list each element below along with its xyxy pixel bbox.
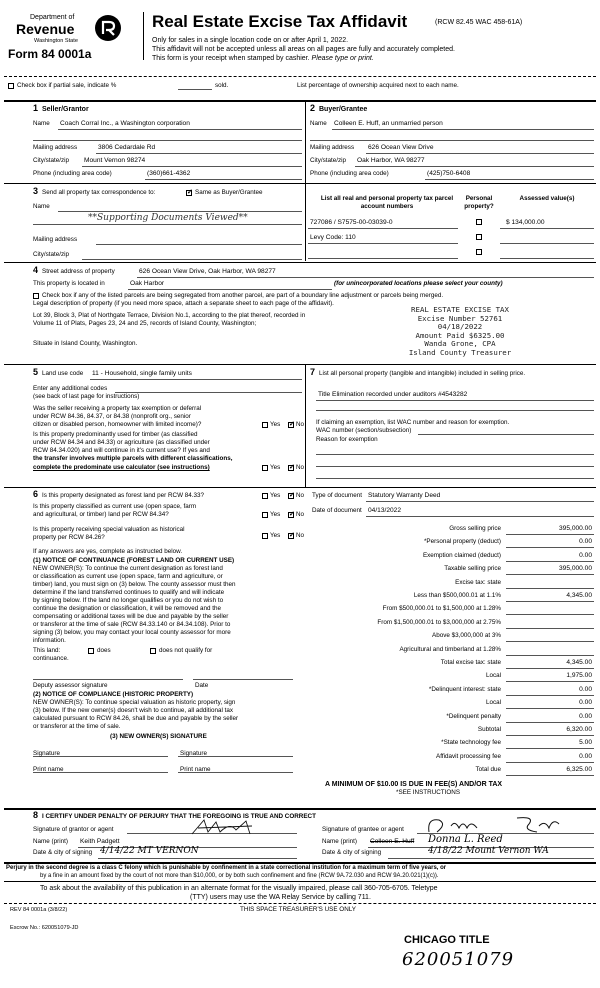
exemption-yes-checkbox[interactable]: [262, 422, 268, 428]
exemption-reason-field[interactable]: [316, 454, 594, 455]
parcel-col-header: List all real and personal property tax parcel account numbers: [320, 195, 454, 210]
timber-yes-label: Yes: [270, 464, 281, 471]
seller-name-label: Name: [33, 120, 50, 127]
tax-row-value[interactable]: 4,345.00: [566, 592, 592, 599]
buyer-name-field[interactable]: Colleen E. Huff, an unmarried person: [334, 120, 443, 127]
see-instructions-note: *SEE INSTRUCTIONS: [396, 789, 461, 796]
grantee-name-handwritten: Donna L. Reed: [428, 834, 503, 845]
grantor-name-label: Name (print): [33, 838, 68, 845]
tax-row: [310, 564, 596, 576]
street-label: Street address of property: [42, 268, 115, 275]
buyer-mail-field[interactable]: 626 Ocean View Drive: [368, 144, 434, 151]
tax-row-label: Total excise tax: state: [440, 659, 501, 666]
minimum-due-notice: A MINIMUM OF $10.00 IS DUE IN FEE(S) AND/OR TAX: [325, 781, 503, 788]
segregation-text: Check box if any of the listed parcels are being segregated from another parcel, are part of a boundary line adjustment or parcels being merged.: [42, 292, 444, 299]
personal-property-field[interactable]: Title Elimination recorded under auditors #4543282: [318, 391, 468, 398]
parcel-2-personal-checkbox[interactable]: [476, 234, 482, 240]
treasurer-receipt-stamp: [405, 306, 515, 358]
legal-line2: Volume 11 of Plats, Pages 23, 24 and 25, records of Island County, Washington;: [33, 320, 257, 327]
notice-continuance-line1: NEW OWNER(S): To continue the current designation as forest land: [33, 565, 223, 572]
tax-row: [310, 658, 596, 670]
tax-row-value[interactable]: 0.00: [579, 551, 592, 559]
doc-type-label: Type of document: [312, 492, 363, 499]
notice-compliance-line1: NEW OWNER(S): To continue special valuation as historic property, sign: [33, 699, 236, 706]
correspondence-city-label: City/state/zip: [33, 251, 70, 258]
header-line1: Only for sales in a single location code on or after April 1, 2022.: [152, 37, 349, 44]
landuse-label: Land use code: [42, 370, 84, 377]
tax-row-value[interactable]: 395,000.00: [558, 525, 592, 532]
new-owner-1-print-label: Print name: [33, 766, 64, 773]
timber-yes-checkbox[interactable]: [262, 465, 268, 471]
same-as-buyer-checkbox[interactable]: [186, 190, 192, 196]
notice-compliance-line4: or transferor at the time of sale.: [33, 723, 121, 730]
tax-row-label: Gross selling price: [449, 525, 501, 532]
header-line3a: This form is your receipt when stamped by cashier.: [152, 55, 310, 62]
tax-row-label: Subtotal: [477, 726, 501, 733]
section-8-number: 8: [33, 810, 39, 820]
located-field[interactable]: Oak Harbor: [130, 280, 165, 287]
forest-yes-checkbox[interactable]: [262, 493, 268, 499]
historic-question-line1: Is this property receiving special valuation as historical: [33, 526, 185, 533]
seller-mail-label: Mailing address: [33, 144, 78, 151]
header-line3b: Please type or print.: [311, 55, 374, 62]
notice-continuance-line6: continue the designation or classification, it will be removed and the: [33, 605, 221, 612]
section-1-number: 1: [33, 103, 39, 113]
correspondence-label: Send all property tax correspondence to:: [42, 189, 156, 196]
tax-row-label: From $500,000.01 to $1,500,000 at 1.28%: [382, 605, 501, 613]
deputy-date-label: Date: [195, 682, 209, 689]
section-3-number: 3: [33, 186, 39, 196]
located-note: (for unincorporated locations please select your county): [334, 280, 503, 287]
tax-row: [310, 765, 596, 777]
buyer-city-field[interactable]: Oak Harbor, WA 98277: [357, 157, 425, 164]
grantee-signature-label: Signature of grantee or agent: [322, 826, 404, 833]
receipt-line5: Wanda Grone, CPA: [424, 339, 496, 349]
deputy-date-field[interactable]: [193, 679, 293, 680]
tax-row: [310, 645, 596, 657]
parcel-2-value[interactable]: [500, 243, 594, 244]
form-title: Real Estate Excise Tax Affidavit: [152, 12, 408, 31]
buyer-mail-label: Mailing address: [310, 144, 355, 151]
forest-no-label: No: [296, 492, 305, 499]
grantor-date-field[interactable]: 4/14/22 MT VERNON: [100, 846, 199, 856]
legal-line3: Situate in Island County, Washington.: [33, 340, 138, 347]
notice-compliance-title: (2) NOTICE OF COMPLIANCE (HISTORIC PROPERTY): [33, 691, 194, 698]
tax-row-value[interactable]: 0.00: [579, 752, 592, 760]
exemption-question-line3: citizen or disabled person, homeowner with limited income)?: [33, 421, 202, 428]
tax-row: [310, 671, 596, 683]
tax-row-label: From $1,500,000.01 to $3,000,000 at 2.75%: [377, 618, 501, 626]
assessed-value-col-header: Assessed value(s): [519, 195, 575, 202]
tax-row-value[interactable]: 6,320.00: [566, 726, 592, 733]
tax-row-label: *State technology fee: [441, 739, 501, 747]
deputy-signature-label: Deputy assessor signature: [33, 682, 108, 689]
seller-name-field[interactable]: Coach Corral Inc., a Washington corporation: [60, 120, 190, 127]
tax-row-label: *Delinquent interest: state: [428, 685, 501, 693]
section-4-number: 4: [33, 265, 39, 275]
buyer-phone-label: Phone (including area code): [310, 170, 389, 177]
tax-row: [310, 752, 596, 764]
seller-heading: Seller/Grantor: [42, 106, 89, 113]
legal-label: Legal description of property (if you need more space, attach a separate sheet to each page of the affidavit).: [33, 300, 334, 307]
treasurer-use-label: THIS SPACE TREASURER'S USE ONLY: [240, 906, 356, 913]
escrow-number: Escrow No.: 620051079-JD: [10, 925, 79, 931]
new-owner-1-signature-label: Signature: [33, 750, 60, 757]
grantor-signature-label: Signature of grantor or agent: [33, 826, 114, 833]
receipt-line2: Excise Number 52761: [417, 313, 503, 323]
additional-codes-field[interactable]: [115, 392, 302, 393]
grantee-name-field[interactable]: Colleen E. Huff: [370, 838, 415, 845]
seller-city-field[interactable]: Mount Vernon 98274: [84, 157, 146, 164]
seller-phone-label: Phone (including area code): [33, 170, 112, 177]
tax-row: [310, 698, 596, 710]
supporting-docs-stamp: **Supporting Documents Viewed**: [88, 213, 248, 223]
tax-row-label: Local: [485, 699, 501, 707]
parcel-1-value[interactable]: $ 134,000.00: [506, 219, 545, 226]
timber-question-line3: RCW 84.34.020) and will continue in it's current use? If yes and: [33, 447, 210, 454]
tax-row-value[interactable]: 0.00: [579, 538, 592, 546]
street-field[interactable]: 626 Ocean View Drive, Oak Harbor, WA 98277: [139, 268, 276, 275]
grantor-date-label: Date & city of signing: [33, 849, 93, 856]
continuance-label: continuance.: [33, 655, 69, 662]
exemption-yes-label: Yes: [270, 421, 281, 428]
receipt-line4: Amount Paid $6325.00: [415, 330, 505, 340]
notice-continuance-line8: or transferor at the time of sale (RCW 84.33.140 or 84.34.108). Prior to: [33, 621, 231, 628]
dept-line1: Department of: [30, 14, 75, 21]
notice-compliance-line3: calculated pursuant to RCW 84.26, shall be due and payable by the seller: [33, 715, 239, 722]
header-line2: This affidavit will not be accepted unless all areas on all pages are fully and accurately completed.: [152, 46, 455, 53]
buyer-name-label: Name: [310, 120, 327, 127]
alternate-format-line2: (TTY) users may use the WA Relay Service by calling 711.: [190, 894, 371, 901]
tax-row-label: Above $3,000,000 at 3%: [432, 632, 501, 640]
notice-continuance-line5: by signing below. If the land no longer qualifies or you do not wish to: [33, 597, 224, 604]
tax-row-label: Excise tax: state: [455, 578, 501, 586]
dept-line3: Washington State: [34, 38, 78, 44]
parcel-3-number[interactable]: [308, 258, 458, 259]
grantee-date-label: Date & city of signing: [322, 849, 382, 856]
buyer-city-label: City/state/zip: [310, 157, 347, 164]
parcel-3-personal-checkbox[interactable]: [476, 249, 482, 255]
correspondence-mail-field[interactable]: [96, 244, 302, 245]
ownership-note: List percentage of ownership acquired next to each name.: [297, 82, 459, 89]
notice-continuance-line2: or classification as current use (open space, farm and agriculture, or: [33, 573, 223, 580]
notice-continuance-title: (1) NOTICE OF CONTINUANCE (FOREST LAND OR CURRENT USE): [33, 557, 235, 564]
tax-row-value[interactable]: 395,000.00: [558, 565, 592, 573]
deputy-signature-field[interactable]: [33, 679, 183, 680]
dept-line2: Revenue: [16, 21, 75, 37]
wac-instructions: If claiming an exemption, list WAC number and reason for exemption.: [316, 419, 510, 426]
forest-question: Is this property designated as forest land per RCW 84.33?: [42, 492, 205, 499]
section-2-number: 2: [310, 103, 316, 113]
grantee-signature-scribble: [425, 814, 565, 836]
tax-row: [310, 537, 596, 549]
correspondence-name-label: Name: [33, 203, 50, 210]
exemption-question-line2: under RCW 84.36, 84.37, or 84.38 (nonprofit org., senior: [33, 413, 191, 420]
wac-number-field[interactable]: [418, 434, 594, 435]
answers-yes-instruction: If any answers are yes, complete as instructed below.: [33, 548, 183, 555]
timber-question-line4: the transfer involves multiple parcels with different classifications,: [33, 455, 233, 462]
new-owner-2-print-label: Print name: [180, 766, 211, 773]
tax-row-value[interactable]: 0.00: [579, 685, 592, 693]
exemption-question-line1: Was the seller receiving a property tax exemption or deferral: [33, 405, 202, 412]
historic-yes-label: Yes: [270, 532, 281, 539]
legal-line1: Lot 39, Block 3, Plat of Northgate Terrace, Division No.1, according to the plat thereof, recorded in: [33, 312, 306, 319]
landuse-field[interactable]: 11 - Household, single family units: [92, 370, 192, 377]
parcel-1-number[interactable]: 727086 / S7575-00-03039-0: [310, 219, 393, 226]
located-label: This property is located in: [33, 280, 105, 287]
doc-date-label: Date of document: [312, 507, 362, 514]
personal-property-col-header: Personal property?: [464, 195, 494, 210]
tax-row-label: *Personal property (deduct): [423, 538, 501, 546]
tax-row: [310, 712, 596, 724]
dor-logo-icon: [94, 14, 122, 42]
tax-row: [310, 578, 596, 590]
tax-row: [310, 591, 596, 603]
additional-codes-note: (see back of last page for instructions): [33, 393, 140, 400]
this-land-label: This land:: [33, 647, 61, 654]
parcel-2-number[interactable]: Levy Code: 110: [310, 234, 356, 241]
certify-statement: I CERTIFY UNDER PENALTY OF PERJURY THAT THE FOREGOING IS TRUE AND CORRECT: [42, 813, 316, 820]
notice-continuance-line4: determine if the land transferred continues to qualify and will indicate: [33, 589, 225, 596]
current-use-question-line2: and agricultural, or timber) land per RCW 84.34?: [33, 511, 169, 518]
new-owner-2-signature-label: Signature: [180, 750, 207, 757]
tax-row: [310, 631, 596, 643]
doc-type-field[interactable]: Statutory Warranty Deed: [368, 492, 441, 499]
tax-row-label: *Delinquent penalty: [446, 712, 501, 720]
forest-yes-label: Yes: [270, 492, 281, 499]
partial-sale-percent-field[interactable]: [178, 89, 212, 90]
exemption-no-checkbox[interactable]: [288, 422, 294, 428]
receipt-line3: 04/18/2022: [437, 322, 483, 332]
handwritten-file-number: 620051079: [402, 949, 515, 970]
tax-row-value[interactable]: 0.00: [579, 699, 592, 707]
forest-no-checkbox[interactable]: [288, 493, 294, 499]
form-number: Form 84 0001a: [8, 47, 92, 61]
land-does-label: does: [97, 647, 111, 654]
grantee-date-field[interactable]: 4/18/22 Mount Vernon WA: [428, 846, 549, 856]
historic-no-label: No: [296, 532, 305, 539]
grantor-name-field[interactable]: Keith Padgett: [80, 838, 120, 845]
tax-row-label: Local: [485, 672, 501, 680]
correspondence-mail-label: Mailing address: [33, 236, 78, 243]
tax-row-value[interactable]: 4,345.00: [566, 659, 592, 666]
notice-continuance-line3: timber) land, you must sign on (3) below. The county assessor must then: [33, 581, 236, 588]
tax-row: [310, 604, 596, 616]
seller-city-label: City/state/zip: [33, 157, 70, 164]
tax-row-label: Total due: [475, 766, 501, 774]
receipt-line6: Island County Treasurer: [408, 347, 512, 357]
correspondence-name-field[interactable]: [58, 211, 302, 212]
tax-row-value[interactable]: 1,975.00: [566, 672, 592, 680]
tax-row: [310, 551, 596, 563]
exemption-reason-label: Reason for exemption: [316, 436, 378, 443]
current-use-yes-label: Yes: [270, 511, 281, 518]
receipt-line1: REAL ESTATE EXCISE TAX: [411, 305, 509, 314]
notice-compliance-line2: (3) below. If the new owner(s) doesn't wish to continue, all additional tax: [33, 707, 234, 714]
correspondence-city-field[interactable]: [82, 259, 302, 260]
tax-row-label: Less than $500,000.01 at 1.1%: [413, 592, 501, 599]
grantor-signature-scribble: [190, 818, 260, 838]
tax-row: [310, 725, 596, 737]
tax-row-value[interactable]: 6,325.00: [566, 766, 592, 774]
notice-continuance-line10: information.: [33, 637, 66, 644]
same-as-buyer-label: Same as Buyer/Grantee: [195, 189, 263, 196]
parcel-3-value[interactable]: [500, 258, 594, 259]
current-use-no-checkbox[interactable]: [288, 512, 294, 518]
perjury-notice-line2: by a fine in an amount fixed by the court of not more than $10,000, or by both such confinement and fine (RCW 9A.72.030 and RCW 9A.20.021(1)(c)).: [40, 873, 439, 879]
segregation-checkbox[interactable]: [33, 293, 39, 299]
tax-row-value[interactable]: 0.00: [579, 712, 592, 720]
partial-sale-sold: sold.: [215, 82, 229, 89]
tax-row: [310, 618, 596, 630]
exemption-no-label: No: [296, 421, 305, 428]
land-does-not-label: does not qualify for: [159, 647, 213, 654]
section-6-number: 6: [33, 489, 39, 499]
historic-question-line2: property per RCW 84.26?: [33, 534, 105, 541]
buyer-heading: Buyer/Grantee: [319, 106, 368, 113]
timber-no-checkbox[interactable]: [288, 465, 294, 471]
tax-row-label: Taxable selling price: [444, 565, 501, 573]
revision-number: REV 84 0001a (3/8/22): [10, 907, 68, 913]
seller-mail-field[interactable]: 3806 Cedardale Rd: [98, 144, 156, 151]
historic-no-checkbox[interactable]: [288, 533, 294, 539]
section-7-number: 7: [310, 367, 316, 377]
tax-row-label: Affidavit processing fee: [436, 752, 501, 760]
land-does-checkbox[interactable]: [88, 648, 94, 654]
dor-logo: [8, 12, 128, 62]
personal-property-label: List all personal property (tangible and intangible) included in selling price.: [319, 370, 526, 377]
notice-continuance-line7: compensating or additional taxes will be due and payable by the seller: [33, 613, 229, 620]
rcw-reference: (RCW 82.45 WAC 458-61A): [435, 19, 523, 26]
doc-date-field[interactable]: 04/13/2022: [368, 507, 402, 514]
timber-question-line2: under RCW 84.34 and 84.33) or agriculture (as classified under: [33, 439, 210, 446]
current-use-yes-checkbox[interactable]: [262, 512, 268, 518]
tax-row-label: Agricultural and timberland at 1.28%: [399, 645, 501, 653]
partial-sale-checkbox[interactable]: [8, 83, 14, 89]
seller-phone-field[interactable]: (360)661-4362: [147, 170, 191, 177]
tax-row: [310, 738, 596, 750]
timber-question-line5: complete the predominate use calculator (see instructions): [33, 464, 210, 471]
current-use-no-label: No: [296, 511, 305, 518]
buyer-phone-field[interactable]: (425)750-6408: [427, 170, 471, 177]
chicago-title-stamp: CHICAGO TITLE: [404, 934, 490, 946]
historic-yes-checkbox[interactable]: [262, 533, 268, 539]
tax-row-label: Exemption claimed (deduct): [422, 551, 501, 559]
section-5-number: 5: [33, 367, 39, 377]
partial-sale-label: Check box if partial sale, indicate %: [17, 82, 117, 89]
timber-question-line1: Is this property predominantly used for timber (as classified: [33, 431, 198, 438]
perjury-notice-line1: Perjury in the second degree is a class C felony which is punishable by confinement in a state correctional institution for a maximum term of five years, or: [6, 865, 447, 871]
tax-row: [310, 524, 596, 536]
new-owner-signature-title: (3) NEW OWNER(S) SIGNATURE: [110, 733, 207, 740]
alternate-format-line1: To ask about the availability of this publication in an alternate format for the visually impaired, please call 360-705-6705. Teletype: [40, 885, 438, 892]
wac-number-label: WAC number (section/subsection): [316, 427, 412, 434]
notice-continuance-line9: signing (3) below, you may contact your local county assessor for more: [33, 629, 231, 636]
tax-row: [310, 685, 596, 697]
land-does-not-checkbox[interactable]: [150, 648, 156, 654]
tax-row-value[interactable]: 5.00: [579, 739, 592, 747]
grantee-name-label: Name (print): [322, 838, 357, 845]
additional-codes-label: Enter any additional codes: [33, 385, 108, 392]
parcel-1-personal-checkbox[interactable]: [476, 219, 482, 225]
current-use-question-line1: Is this property classified as current use (open space, farm: [33, 503, 197, 510]
timber-no-label: No: [296, 464, 305, 471]
